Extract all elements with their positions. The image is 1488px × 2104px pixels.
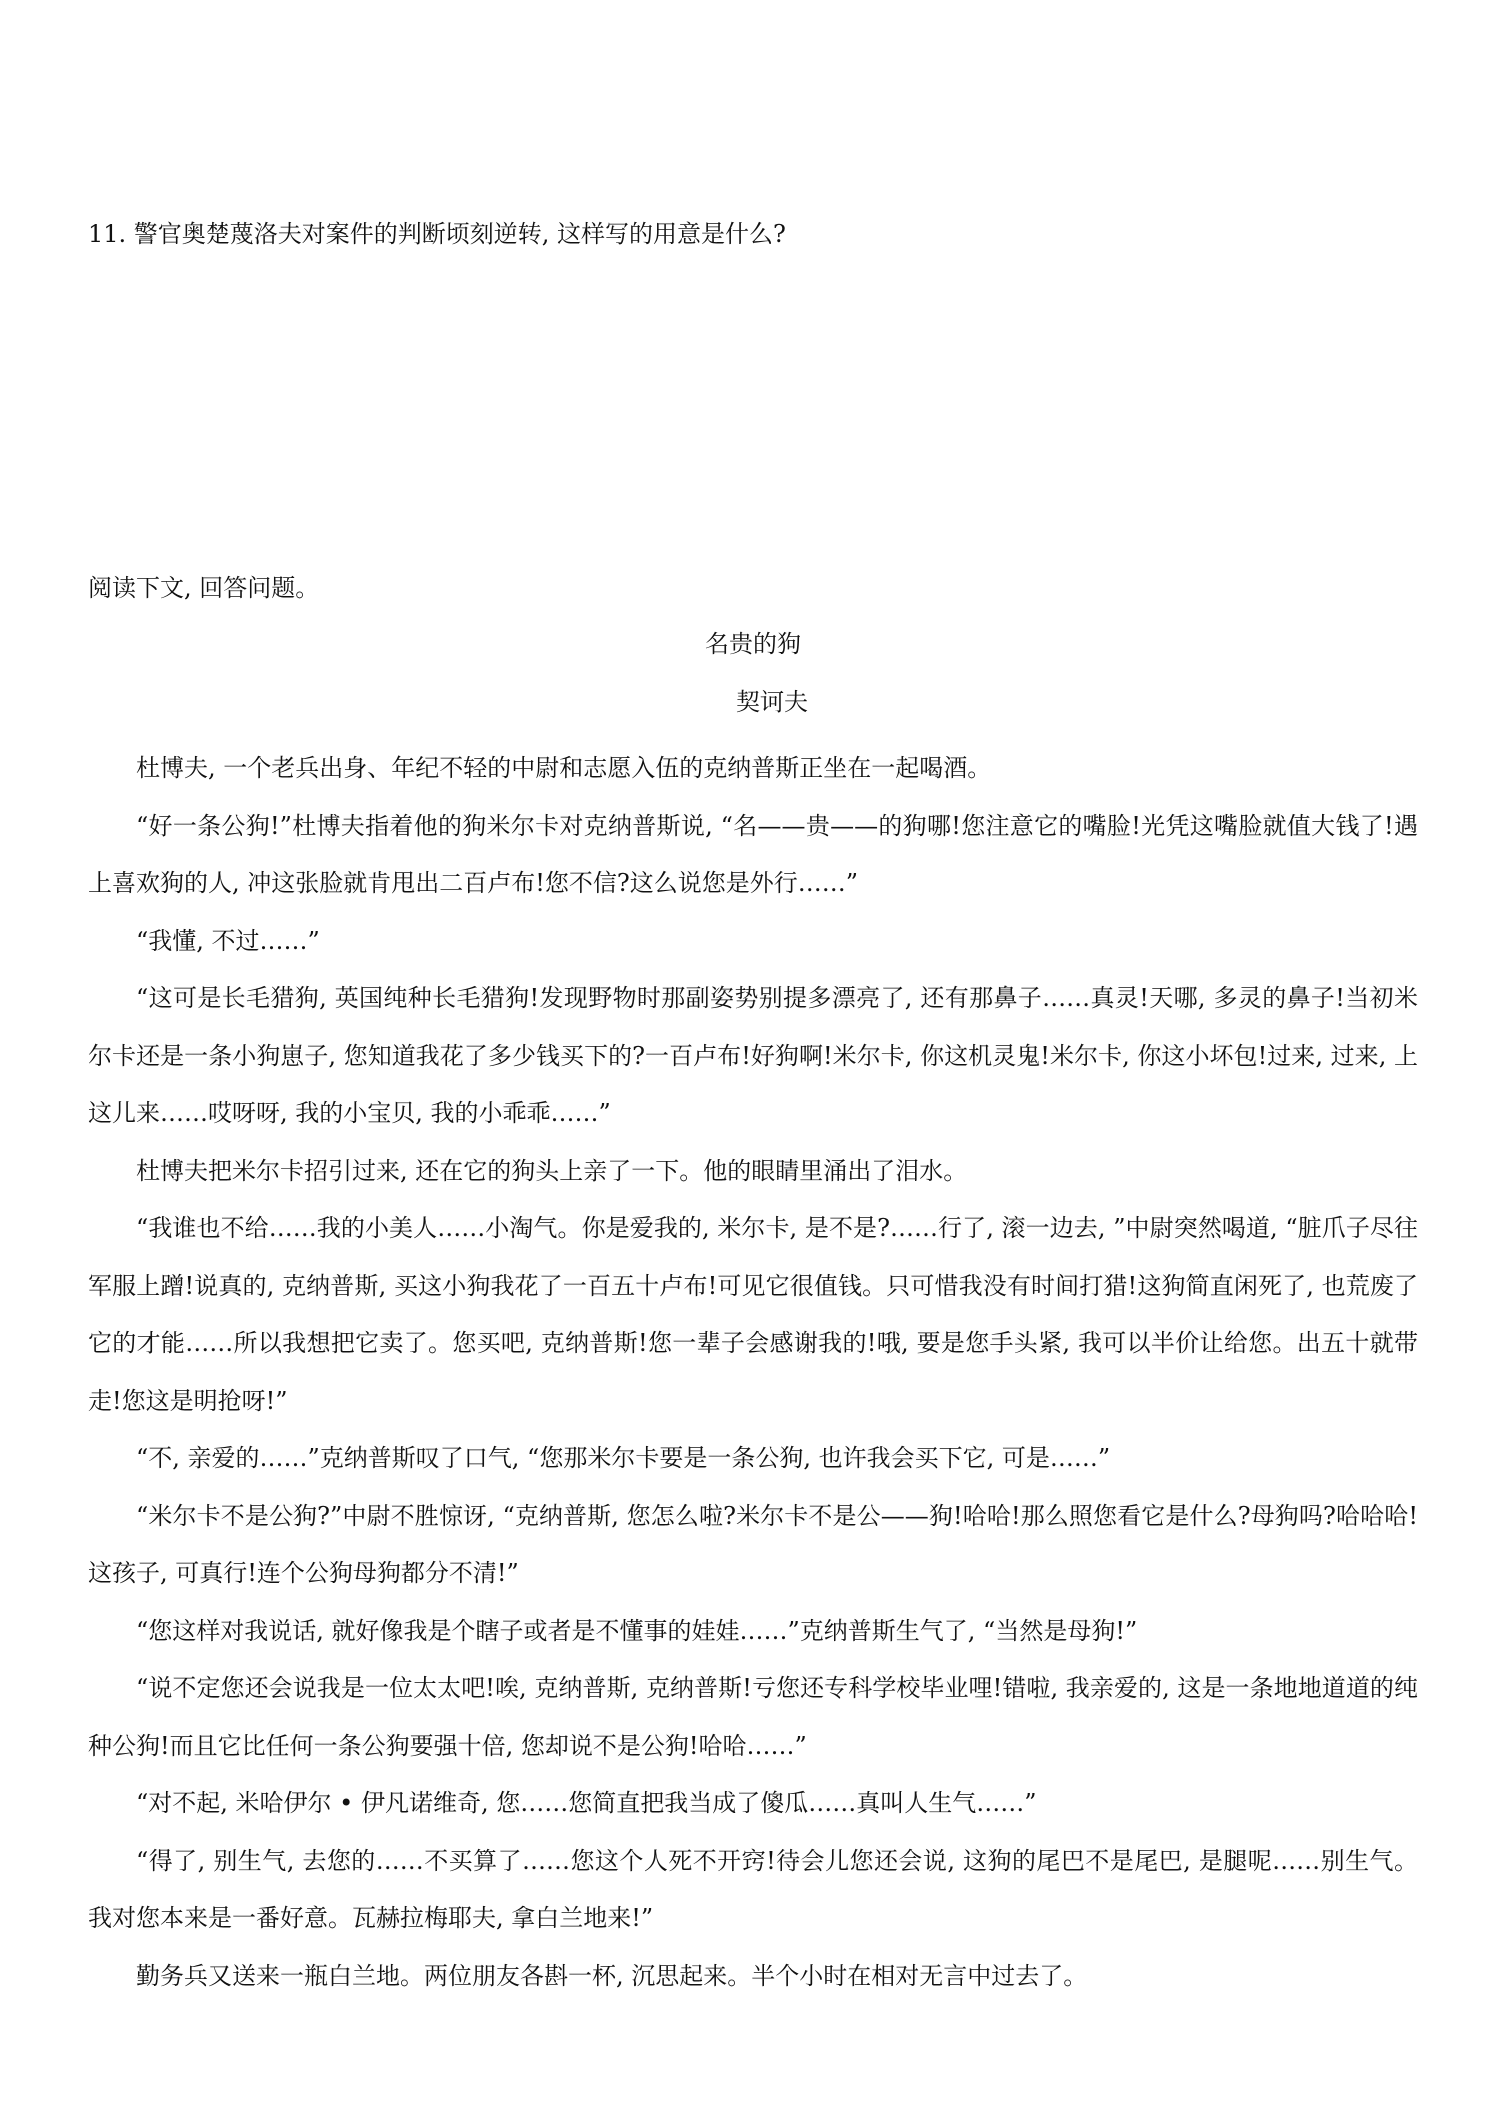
paragraph: “得了, 别生气, 去您的……不买算了……您这个人死不开窍!待会儿您还会说, 这狗的尾巴不是尾巴, 是腿呢……别生气。我对您本来是一番好意。瓦赫拉梅耶夫, 拿白兰地来!” (88, 1846, 1418, 1932)
paragraph: 勤务兵又送来一瓶白兰地。两位朋友各斟一杯, 沉思起来。半个小时在相对无言中过去了。 (136, 1961, 1088, 1990)
paragraph: “说不定您还会说我是一位太太吧!唉, 克纳普斯, 克纳普斯!亏您还专科学校毕业哩!错啦, 我亲爱的, 这是一条地地道道的纯种公狗!而且它比任何一条公狗要强十倍, 您却说不是公狗!哈哈……” (88, 1674, 1418, 1760)
paragraph: “对不起, 米哈伊尔 • 伊凡诺维奇, 您……您简直把我当成了傻瓜……真叫人生气……” (136, 1789, 1037, 1817)
reading-instruction: 阅读下文, 回答问题。 (88, 574, 320, 602)
paragraph: “这可是长毛猎狗, 英国纯种长毛猎狗!发现野物时那副姿势别提多漂亮了, 还有那鼻子……真灵!天哪, 多灵的鼻子!当初米尔卡还是一条小狗崽子, 您知道我花了多少钱买下的?一百卢布!好狗啊!米尔卡, 你这机灵鬼!米尔卡, 你这小坏包!过来, 过来, 上这儿来……哎呀呀, 我的小宝贝, 我的小乖乖……” (88, 984, 1418, 1127)
story-author: 契诃夫 (736, 688, 808, 716)
paragraph: “米尔卡不是公狗?”中尉不胜惊讶, “克纳普斯, 您怎么啦?米尔卡不是公——狗!哈哈!那么照您看它是什么?母狗吗?哈哈哈!这孩子, 可真行!连个公狗母狗都分不清!” (88, 1501, 1418, 1587)
paragraph: 杜博夫, 一个老兵出身、年纪不轻的中尉和志愿入伍的克纳普斯正坐在一起喝酒。 (136, 754, 992, 782)
story-title: 名贵的狗 (705, 630, 801, 658)
paragraph: “您这样对我说话, 就好像我是个瞎子或者是不懂事的娃娃……”克纳普斯生气了, “当然是母狗!” (136, 1616, 1138, 1645)
paragraph: “不, 亲爱的……”克纳普斯叹了口气, “您那米尔卡要是一条公狗, 也许我会买下它, 可是……” (136, 1444, 1111, 1472)
paragraph: “好一条公狗!”杜博夫指着他的狗米尔卡对克纳普斯说, “名——贵——的狗哪!您注意它的嘴脸!光凭这嘴脸就值大钱了!遇上喜欢狗的人, 冲这张脸就肯甩出二百卢布!您不信?这么说您是外行……” (88, 811, 1418, 897)
paragraph: “我懂, 不过……” (136, 926, 320, 955)
question-11: 11. 警官奥楚蔑洛夫对案件的判断顷刻逆转, 这样写的用意是什么? (88, 220, 786, 248)
story-body (88, 740, 1418, 2005)
paragraph: “我谁也不给……我的小美人……小淘气。你是爱我的, 米尔卡, 是不是?……行了, 滚一边去, ”中尉突然喝道, “脏爪子尽往军服上蹭!说真的, 克纳普斯, 买这小狗我花了一百五十卢布!可见它很值钱。只可惜我没有时间打猎!这狗简直闲死了, 也荒废了它的才能……所以我想把它卖了。您买吧, 克纳普斯!您一辈子会感谢我的!哦, 要是您手头紧, 我可以半价让给您。出五十就带走!您这是明抢呀!” (88, 1214, 1418, 1415)
paragraph: 杜博夫把米尔卡招引过来, 还在它的狗头上亲了一下。他的眼睛里涌出了泪水。 (136, 1156, 968, 1185)
